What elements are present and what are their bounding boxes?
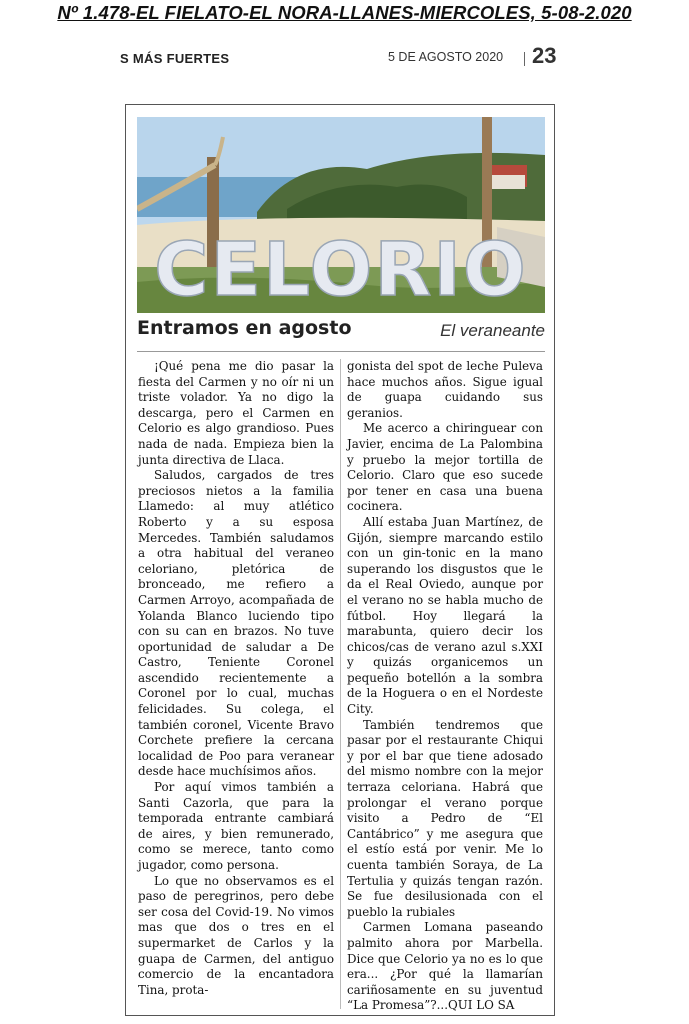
newsletter-banner: Nº 1.478-EL FIELATO-EL NORA-LLANES-MIERCOLES, 5-08-2.020 xyxy=(57,2,632,23)
text-column-2 xyxy=(347,359,543,1014)
article-byline: El veraneante xyxy=(440,321,545,340)
page-number: 23 xyxy=(532,43,557,68)
paragraph: Por aquí vimos también a Santi Cazorla, que para la temporada entrante cambiará de aires, y bien remunerado, como se merece, tanto como jugador, como persona. xyxy=(138,780,334,872)
paragraph: También tendremos que pasar por el restaurante Chiqui y por el bar que tiene adosado del mismo nombre con la mejor terraza celoriana. Habrá que prolongar el verano porque visito a Pedro de “El Cantábrico” y me asegura que el estío está por venir. Me lo cuenta también Soraya, de La Tertulia y quizás tengan razón. Se fue desilusionada con el pueblo la rubiales xyxy=(347,717,543,919)
paragraph: Lo que no observamos es el paso de peregrinos, pero debe ser cosa del Covid-19. No vimos mas que dos o tres en el supermarket de Carlos y la guapa de Carmen, del antiguo comercio de la encantadora Tina, prota- xyxy=(138,873,334,997)
header-divider xyxy=(524,52,525,66)
title-rule xyxy=(137,351,545,352)
paragraph: Carmen Lomana paseando palmito ahora por Marbella. Dice que Celorio ya no es lo que era... ¿Por qué la llamarían cariñosamente en su juventud “La Promesa”?...QUI LO SA xyxy=(347,920,543,1013)
column-divider xyxy=(340,359,341,1009)
section-name: S MÁS FUERTES xyxy=(120,51,230,66)
article-headline: Entramos en agosto xyxy=(137,317,352,339)
article-clipping xyxy=(125,104,555,1016)
paragraph: ¡Qué pena me dio pasar la fiesta del Carmen y no oír ni un triste volador. Ya no digo la descarga, pero el Carmen en Celorio es algo grandioso. Pues nada de nada. Empieza bien la junta directiva de Llaca. xyxy=(138,359,334,467)
page-header xyxy=(120,42,560,72)
paragraph: Me acerco a chiringuear con Javier, encima de La Palombina y pruebo la mejor tortilla de Celorio. Claro que eso sucede por tener en casa una buena cocinera. xyxy=(347,421,543,514)
celorio-sign-text: CELORIO xyxy=(154,227,528,313)
page-date: 5 DE AGOSTO 2020 xyxy=(388,50,504,64)
paragraph-continued: gonista del spot de leche Puleva hace muchos años. Sigue igual de guapa cuidando sus geranios. xyxy=(347,359,543,420)
paragraph: Allí estaba Juan Martínez, de Gijón, siempre marcando estilo con un gin-tonic en la mano superando los disgustos que le da el Real Oviedo, aunque por el verano no se habla mucho de fútbol. Hoy llegará la marabunta, quiero decir los chicos/cas de verano azul s.XXI y quizás organicemos un pequeño botellón a la sombra de la Hoguera o en el Nordeste City. xyxy=(347,514,543,717)
paragraph: Saludos, cargados de tres preciosos nietos a la familia Llamedo: al muy atlético Roberto y a su esposa Mercedes. También saludamos a otra habitual del veraneo celoriano, pletórica de bronceado, me refiero a Carmen Arroyo, acompañada de Yolanda Blanco luciendo tipo con su can en brazos. No tuve oportunidad de saludar a De Castro, Teniente Coronel ascendido recientemente a Coronel por lo cual, muchas felicidades. Su colega, el también coronel, Vicente Bravo Corchete prefiere la cercana localidad de Poo para veranear desde hace muchísimos años. xyxy=(138,468,334,779)
article-title-row xyxy=(137,317,545,347)
text-column-1 xyxy=(138,359,334,998)
beach-photo xyxy=(137,117,545,313)
